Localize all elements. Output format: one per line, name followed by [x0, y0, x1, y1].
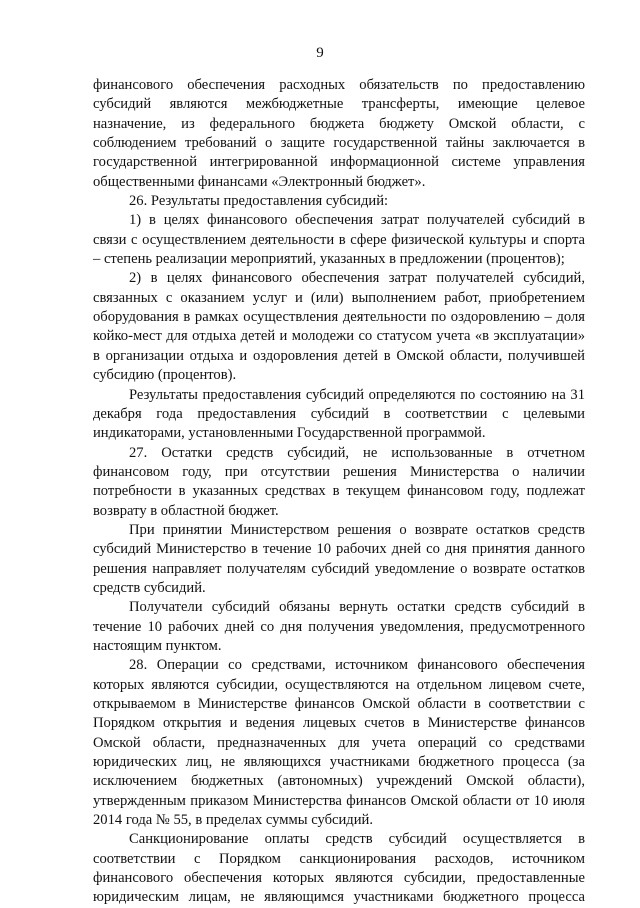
document-body	[93, 76, 585, 908]
paragraph-sanctioning: Санкционирование оплаты средств субсидий осуществляется в соответствии с Порядком санкционирования расходов, источником финансового обеспечения которых являются субсидии, предоставленные юридическим лицам, не являющимся участниками бюджетного процесса	[93, 831, 585, 906]
paragraph-26-item-1: 1) в целях финансового обеспечения затрат получателей субсидий в связи с осуществлением деятельности в сфере физической культуры и спорта – степень реализации мероприятий, указанных в предложении (процентов);	[93, 212, 585, 268]
paragraph-26-heading: 26. Результаты предоставления субсидий:	[129, 193, 389, 210]
paragraph-return-obligation: Получатели субсидий обязаны вернуть остатки средств субсидий в течение 10 рабочих дней со дня получения уведомления, предусмотренного настоящим пунктом.	[93, 599, 585, 654]
paragraph-27-remainders: 27. Остатки средств субсидий, не использованные в отчетном финансовом году, при отсутствии решения Министерства о наличии потребности в указанных средствах в текущем финансовом году, подлежат возврату в областной бюджет.	[93, 444, 585, 519]
paragraph-results-date: Результаты предоставления субсидий определяются по состоянию на 31 декабря года предоставления субсидий в соответствии с целевыми индикаторами, установленными Государственной программой.	[93, 386, 585, 442]
page-number: 9	[316, 45, 324, 61]
paragraph-28-operations: 28. Операции со средствами, источником финансового обеспечения которых являются субсидии, осуществляются на отдельном лицевом счете, открываемом в Министерстве финансов Омской области в соответствии с Порядком открытия и ведения лицевых счетов в Министерстве финансов Омской области, предназначенных для учета операций со средствами юридических лиц, не являющихся участниками бюджетного процесса (за исключением бюджетных (автономных) учреждений Омской области), утвержденным приказом Министерства финансов Омской области от 10 июля 2014 года № 55, в пределах суммы субсидий.	[93, 657, 585, 829]
paragraph-funding-continuation: финансового обеспечения расходных обязательств по предоставлению субсидий являются межбюджетные трансферты, имеющие целевое назначение, из федерального бюджета бюджету Омской области, с соблюдением требований о защите государственной тайны заключается в государственной интегрированной информационной системе управления общественными финансами «Электронный бюджет».	[93, 77, 585, 190]
paragraph-return-decision: При принятии Министерством решения о возврате остатков средств субсидий Министерство в течение 10 рабочих дней со дня принятия данного решения направляет получателям субсидий уведомление о возврате остатков средств субсидий.	[93, 521, 585, 596]
paragraph-26-item-2: 2) в целях финансового обеспечения затрат получателей субсидий, связанных с оказанием услуг и (или) выполнением работ, приобретением оборудования в рамках осуществления деятельности по оздоровлению – доля койко-мест для отдыха детей и молодежи со статусом учета «в эксплуатации» в организации отдыха и оздоровления детей в Омской области, получившей субсидию (процентов).	[93, 270, 585, 384]
